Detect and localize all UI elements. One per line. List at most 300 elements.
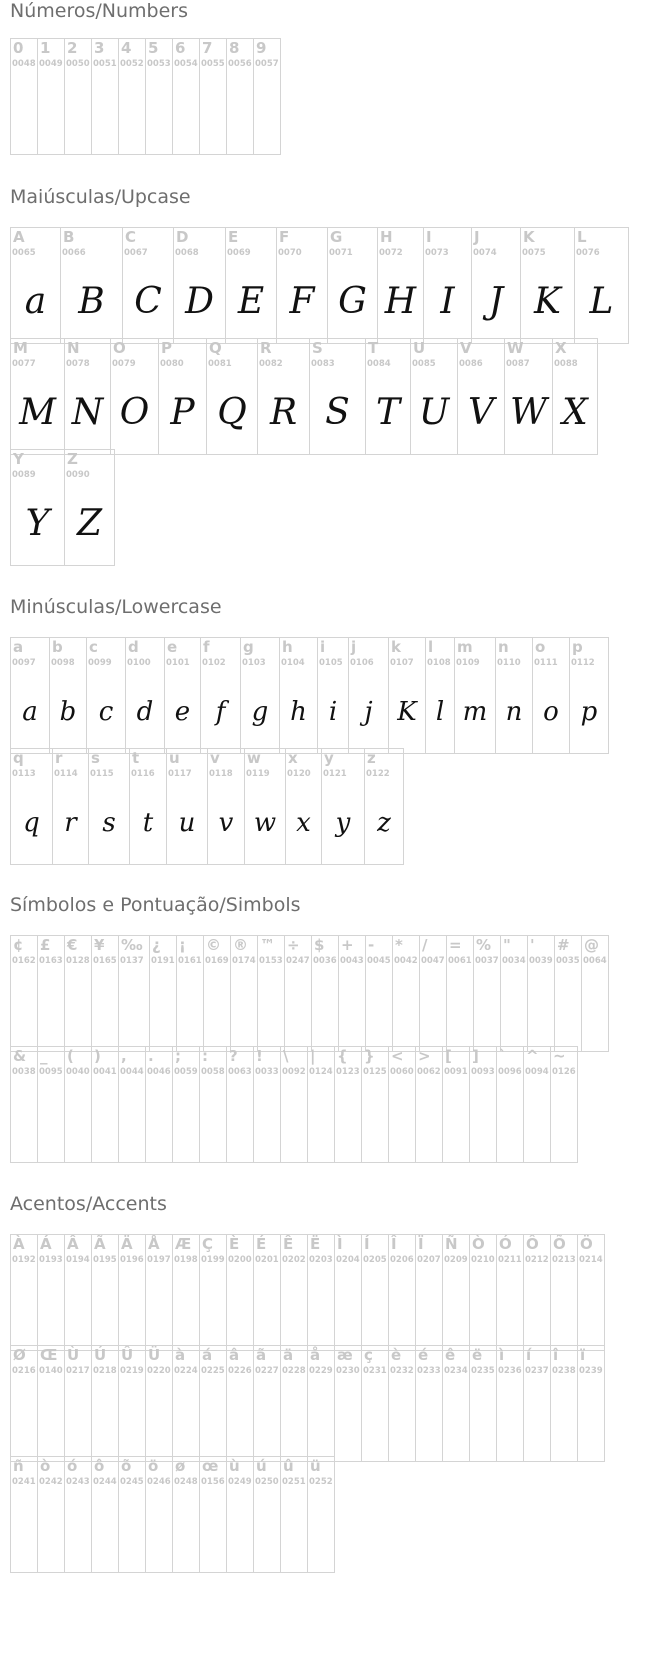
glyph-char-label: k [391, 638, 401, 656]
handwritten-glyph: i [328, 696, 338, 727]
glyph-code-label: 0040 [66, 1067, 90, 1077]
glyph-cell [60, 227, 123, 344]
glyph-grid [10, 637, 660, 859]
glyph-char-label: Ê [283, 1235, 294, 1253]
glyph-char-label: ` [499, 1047, 507, 1065]
glyph-cell [253, 38, 281, 155]
handwritten-glyph: W [509, 392, 547, 433]
glyph-cell [164, 637, 201, 754]
glyph-cell [284, 935, 312, 1052]
section-title: Símbolos e Pontuação/Simbols [10, 894, 301, 916]
glyph-row [10, 1046, 660, 1157]
glyph-code-label: 0043 [340, 956, 364, 966]
glyph-code-label: 0197 [147, 1255, 171, 1265]
glyph-code-label: 0244 [93, 1477, 117, 1487]
glyph-cell [200, 637, 241, 754]
glyph-char-label: Ë [310, 1235, 321, 1253]
glyph-char-label: @ [584, 936, 599, 954]
glyph-code-label: 0118 [209, 769, 233, 779]
glyph-char-label: Î [391, 1235, 397, 1253]
glyph-cell [388, 1046, 416, 1163]
glyph-char-label: Ó [499, 1235, 512, 1253]
handwritten-glyph: V [468, 392, 494, 433]
glyph-grid [10, 227, 660, 560]
glyph-code-label: 0061 [448, 956, 472, 966]
glyph-char-label: ¿ [152, 936, 161, 954]
glyph-char-label: à [175, 1346, 186, 1364]
glyph-code-label: 0121 [323, 769, 347, 779]
glyph-code-label: 0193 [39, 1255, 63, 1265]
glyph-char-label: h [282, 638, 293, 656]
glyph-cell [415, 1234, 443, 1351]
glyph-char-label: À [13, 1235, 25, 1253]
glyph-code-label: 0212 [525, 1255, 549, 1265]
glyph-code-label: 0056 [228, 59, 252, 69]
glyph-char-label: ü [310, 1457, 321, 1475]
glyph-char-label: Æ [175, 1235, 192, 1253]
glyph-cell [361, 1345, 389, 1462]
handwritten-glyph: Z [76, 503, 102, 544]
glyph-char-label: Â [67, 1235, 79, 1253]
glyph-code-label: 0084 [367, 359, 391, 369]
glyph-cell [172, 1234, 200, 1351]
glyph-code-label: 0235 [471, 1366, 495, 1376]
handwritten-glyph: x [296, 807, 311, 838]
glyph-cell [361, 1046, 389, 1163]
glyph-cell [122, 227, 174, 344]
glyph-code-label: 0228 [282, 1366, 306, 1376]
glyph-char-label: / [422, 936, 428, 954]
glyph-code-label: 0058 [201, 1067, 225, 1077]
glyph-grid [10, 1234, 660, 1567]
glyph-cell [348, 637, 389, 754]
glyph-cell [257, 338, 310, 455]
glyph-cell [199, 1345, 227, 1462]
glyph-char-label: Ä [121, 1235, 133, 1253]
glyph-char-label: V [460, 339, 472, 357]
glyph-cell [280, 1456, 308, 1573]
glyph-cell [145, 1345, 173, 1462]
glyph-grid [10, 38, 660, 149]
glyph-char-label: ÷ [287, 936, 300, 954]
glyph-cell [392, 935, 420, 1052]
glyph-code-label: 0112 [571, 658, 595, 668]
glyph-char-label: D [176, 228, 189, 246]
glyph-code-label: 0079 [112, 359, 136, 369]
glyph-cell [207, 748, 245, 865]
glyph-code-label: 0214 [579, 1255, 603, 1265]
glyph-char-label: ã [256, 1346, 267, 1364]
glyph-cell [91, 1345, 119, 1462]
glyph-code-label: 0242 [39, 1477, 63, 1487]
glyph-cell [280, 1345, 308, 1462]
glyph-code-label: 0202 [282, 1255, 306, 1265]
glyph-char-label: e [167, 638, 178, 656]
glyph-code-label: 0091 [444, 1067, 468, 1077]
glyph-char-label: ¢ [13, 936, 24, 954]
glyph-char-label: Ü [148, 1346, 161, 1364]
glyph-char-label: { [337, 1047, 348, 1065]
glyph-code-label: 0248 [174, 1477, 198, 1487]
glyph-cell [64, 449, 115, 566]
glyph-char-label: Ñ [445, 1235, 458, 1253]
glyph-cell [365, 935, 393, 1052]
glyph-char-label: C [125, 228, 137, 246]
glyph-cell [166, 748, 208, 865]
glyph-code-label: 0104 [281, 658, 305, 668]
glyph-char-label: 1 [40, 39, 51, 57]
glyph-cell [118, 1456, 146, 1573]
glyph-char-label: ç [364, 1346, 373, 1364]
glyph-code-label: 0229 [309, 1366, 333, 1376]
glyph-char-label: Ù [67, 1346, 80, 1364]
handwritten-glyph: h [290, 696, 307, 727]
glyph-cell [317, 637, 349, 754]
glyph-code-label: 0210 [471, 1255, 495, 1265]
glyph-cell [118, 1234, 146, 1351]
glyph-char-label: á [202, 1346, 213, 1364]
glyph-char-label: y [324, 749, 334, 767]
glyph-cell [172, 38, 200, 155]
handwritten-glyph: c [98, 696, 114, 727]
glyph-char-label: é [418, 1346, 429, 1364]
glyph-char-label: o [535, 638, 546, 656]
glyph-cell [550, 1345, 578, 1462]
glyph-cell [149, 935, 177, 1052]
glyph-code-label: 0218 [93, 1366, 117, 1376]
glyph-cell [125, 637, 165, 754]
glyph-code-label: 0074 [473, 248, 497, 258]
glyph-cell [244, 748, 286, 865]
glyph-char-label: i [320, 638, 326, 656]
glyph-char-label: G [330, 228, 343, 246]
handwritten-glyph: y [335, 807, 351, 838]
handwritten-glyph: o [543, 696, 559, 727]
glyph-char-label: Õ [553, 1235, 566, 1253]
glyph-cell [454, 637, 496, 754]
glyph-char-label: l [428, 638, 434, 656]
glyph-cell [361, 1234, 389, 1351]
glyph-code-label: 0128 [66, 956, 90, 966]
glyph-char-label: Ï [418, 1235, 424, 1253]
glyph-cell [377, 227, 424, 344]
glyph-char-label: ~ [553, 1047, 566, 1065]
glyph-char-label: ñ [13, 1457, 24, 1475]
glyph-code-label: 0198 [174, 1255, 198, 1265]
glyph-char-label: ® [233, 936, 248, 954]
handwritten-glyph: P [170, 392, 195, 433]
handwritten-glyph: O [119, 392, 150, 433]
glyph-code-label: 0220 [147, 1366, 171, 1376]
glyph-cell [321, 748, 365, 865]
glyph-char-label: ? [229, 1047, 238, 1065]
glyph-code-label: 0239 [579, 1366, 603, 1376]
glyph-code-label: 0037 [475, 956, 499, 966]
glyph-code-label: 0237 [525, 1366, 549, 1376]
handwritten-glyph: U [418, 392, 450, 433]
glyph-cell [388, 637, 426, 754]
glyph-cell [37, 1046, 65, 1163]
handwritten-glyph: a [24, 281, 47, 322]
glyph-code-label: 0053 [147, 59, 171, 69]
glyph-code-label: 0094 [525, 1067, 549, 1077]
glyph-cell [569, 637, 609, 754]
glyph-cell [240, 637, 280, 754]
glyph-cell [496, 1234, 524, 1351]
glyph-char-label: ] [472, 1047, 479, 1065]
glyph-cell [307, 1345, 335, 1462]
glyph-code-label: 0111 [534, 658, 558, 668]
glyph-code-label: 0051 [93, 59, 117, 69]
handwritten-glyph: d [136, 696, 154, 727]
glyph-char-label: U [413, 339, 426, 357]
glyph-cell [280, 1234, 308, 1351]
glyph-code-label: 0063 [228, 1067, 252, 1077]
glyph-code-label: 0195 [93, 1255, 117, 1265]
handwritten-glyph: w [253, 807, 277, 838]
glyph-cell [496, 1046, 524, 1163]
glyph-cell [307, 1046, 335, 1163]
glyph-cell [574, 227, 629, 344]
glyph-cell [327, 227, 378, 344]
glyph-char-label: = [449, 936, 462, 954]
glyph-code-label: 0203 [309, 1255, 333, 1265]
glyph-char-label: ö [148, 1457, 159, 1475]
glyph-code-label: 0075 [522, 248, 546, 258]
glyph-code-label: 0199 [201, 1255, 225, 1265]
glyph-code-label: 0169 [205, 956, 229, 966]
glyph-cell [276, 227, 328, 344]
glyph-cell [500, 935, 528, 1052]
glyph-code-label: 0114 [54, 769, 78, 779]
glyph-cell [145, 1234, 173, 1351]
glyph-code-label: 0081 [208, 359, 232, 369]
glyph-char-label: ø [175, 1457, 186, 1475]
glyph-char-label: ' [530, 936, 535, 954]
glyph-code-label: 0067 [124, 248, 148, 258]
glyph-code-label: 0194 [66, 1255, 90, 1265]
section-title: Minúsculas/Lowercase [10, 596, 222, 618]
glyph-cell [145, 38, 173, 155]
glyph-cell [91, 1234, 119, 1351]
glyph-cell [10, 227, 61, 344]
glyph-char-label: c [89, 638, 98, 656]
handwritten-glyph: g [251, 696, 269, 727]
glyph-code-label: 0161 [178, 956, 202, 966]
glyph-code-label: 0077 [12, 359, 36, 369]
glyph-char-label: ú [256, 1457, 267, 1475]
glyph-char-label: K [523, 228, 535, 246]
glyph-char-label: æ [337, 1346, 353, 1364]
handwritten-glyph: I [440, 281, 455, 322]
glyph-code-label: 0047 [421, 956, 445, 966]
handwritten-glyph: f [215, 696, 226, 727]
glyph-code-label: 0247 [286, 956, 310, 966]
glyph-char-label: " [503, 936, 511, 954]
glyph-cell [199, 38, 227, 155]
section-title: Acentos/Accents [10, 1193, 167, 1215]
glyph-code-label: 0249 [228, 1477, 252, 1487]
glyph-cell [10, 338, 65, 455]
glyph-code-label: 0213 [552, 1255, 576, 1265]
glyph-code-label: 0251 [282, 1477, 306, 1487]
handwritten-glyph: K [397, 696, 417, 727]
glyph-code-label: 0096 [498, 1067, 522, 1077]
glyph-char-label: ó [67, 1457, 78, 1475]
glyph-cell [225, 227, 277, 344]
glyph-cell [226, 1456, 254, 1573]
glyph-cell [129, 748, 167, 865]
glyph-char-label: H [380, 228, 393, 246]
glyph-code-label: 0116 [131, 769, 155, 779]
glyph-cell [172, 1345, 200, 1462]
glyph-cell [91, 1456, 119, 1573]
glyph-cell [307, 1456, 335, 1573]
glyph-code-label: 0039 [529, 956, 553, 966]
glyph-code-label: 0224 [174, 1366, 198, 1376]
glyph-code-label: 0124 [309, 1067, 333, 1077]
glyph-cell [49, 637, 87, 754]
glyph-cell [64, 38, 92, 155]
glyph-code-label: 0225 [201, 1366, 225, 1376]
glyph-code-label: 0123 [336, 1067, 360, 1077]
glyph-char-label: X [555, 339, 567, 357]
glyph-cell [64, 935, 92, 1052]
section-title: Números/Numbers [10, 0, 188, 22]
handwritten-glyph: Y [25, 503, 50, 544]
glyph-cell [37, 1345, 65, 1462]
glyph-char-label: Y [13, 450, 24, 468]
glyph-code-label: 0078 [66, 359, 90, 369]
glyph-char-label: ê [445, 1346, 456, 1364]
glyph-char-label: ô [94, 1457, 105, 1475]
handwritten-glyph: l [435, 696, 445, 727]
glyph-code-label: 0153 [259, 956, 283, 966]
glyph-cell [230, 935, 258, 1052]
glyph-code-label: 0065 [12, 248, 36, 258]
glyph-code-label: 0246 [147, 1477, 171, 1487]
handwritten-glyph: m [462, 696, 488, 727]
glyph-char-label: è [391, 1346, 402, 1364]
glyph-code-label: 0101 [166, 658, 190, 668]
glyph-cell [523, 1046, 551, 1163]
glyph-char-label: W [507, 339, 524, 357]
glyph-code-label: 0191 [151, 956, 175, 966]
handwritten-glyph: e [174, 696, 191, 727]
glyph-cell [118, 1046, 146, 1163]
glyph-row [10, 935, 660, 1046]
glyph-cell [550, 1234, 578, 1351]
glyph-code-label: 0201 [255, 1255, 279, 1265]
glyph-cell [110, 338, 159, 455]
glyph-row [10, 637, 660, 748]
glyph-cell [118, 38, 146, 155]
glyph-cell [388, 1345, 416, 1462]
glyph-code-label: 0100 [127, 658, 151, 668]
glyph-cell [457, 338, 505, 455]
glyph-cell [52, 748, 89, 865]
glyph-char-label: © [206, 936, 221, 954]
handwritten-glyph: F [289, 281, 315, 322]
glyph-char-label: 9 [256, 39, 267, 57]
glyph-cell [279, 637, 318, 754]
glyph-cell [91, 38, 119, 155]
glyph-code-label: 0036 [313, 956, 337, 966]
glyph-cell [471, 227, 521, 344]
glyph-cell [10, 748, 53, 865]
glyph-cell [550, 1046, 578, 1163]
glyph-cell [496, 1345, 524, 1462]
glyph-code-label: 0219 [120, 1366, 144, 1376]
glyph-cell [37, 1456, 65, 1573]
section-title: Maiúsculas/Upcase [10, 186, 191, 208]
glyph-code-label: 0098 [51, 658, 75, 668]
glyph-char-label: ä [283, 1346, 294, 1364]
glyph-code-label: 0071 [329, 248, 353, 258]
glyph-char-label: A [13, 228, 25, 246]
glyph-char-label: â [229, 1346, 240, 1364]
glyph-code-label: 0082 [259, 359, 283, 369]
handwritten-glyph: G [338, 281, 367, 322]
glyph-code-label: 0041 [93, 1067, 117, 1077]
glyph-char-label: ù [229, 1457, 240, 1475]
glyph-char-label: T [368, 339, 379, 357]
glyph-cell [10, 1345, 38, 1462]
glyph-cell [285, 748, 322, 865]
glyph-char-label: Ã [94, 1235, 106, 1253]
glyph-cell [37, 1234, 65, 1351]
glyph-char-label: L [577, 228, 587, 246]
glyph-code-label: 0165 [93, 956, 117, 966]
handwritten-glyph: u [178, 807, 196, 838]
glyph-cell [253, 1046, 281, 1163]
glyph-char-label: [ [445, 1047, 452, 1065]
glyph-code-label: 0122 [366, 769, 390, 779]
glyph-cell [37, 38, 65, 155]
glyph-char-label: ^ [526, 1047, 539, 1065]
glyph-code-label: 0033 [255, 1067, 279, 1077]
glyph-cell [226, 1234, 254, 1351]
glyph-cell [206, 338, 258, 455]
handwritten-glyph: v [218, 807, 234, 838]
glyph-cell [158, 338, 207, 455]
handwritten-glyph: B [78, 281, 105, 322]
glyph-cell [442, 1234, 470, 1351]
glyph-cell [334, 1046, 362, 1163]
glyph-char-label: f [203, 638, 210, 656]
glyph-cell [172, 1456, 200, 1573]
glyph-cell [257, 935, 285, 1052]
glyph-code-label: 0125 [363, 1067, 387, 1077]
handwritten-glyph: b [59, 696, 77, 727]
glyph-char-label: . [148, 1047, 154, 1065]
glyph-code-label: 0086 [459, 359, 483, 369]
glyph-char-label: a [13, 638, 24, 656]
glyph-code-label: 0192 [12, 1255, 36, 1265]
glyph-char-label: $ [314, 936, 325, 954]
handwritten-glyph: M [19, 392, 56, 433]
glyph-cell [199, 1456, 227, 1573]
glyph-cell [523, 1234, 551, 1351]
glyph-code-label: 0107 [390, 658, 414, 668]
glyph-char-label: Z [67, 450, 78, 468]
glyph-cell [473, 935, 501, 1052]
handwritten-glyph: H [384, 281, 417, 322]
glyph-char-label: õ [121, 1457, 132, 1475]
glyph-cell [145, 1456, 173, 1573]
glyph-char-label: t [132, 749, 140, 767]
glyph-code-label: 0068 [175, 248, 199, 258]
